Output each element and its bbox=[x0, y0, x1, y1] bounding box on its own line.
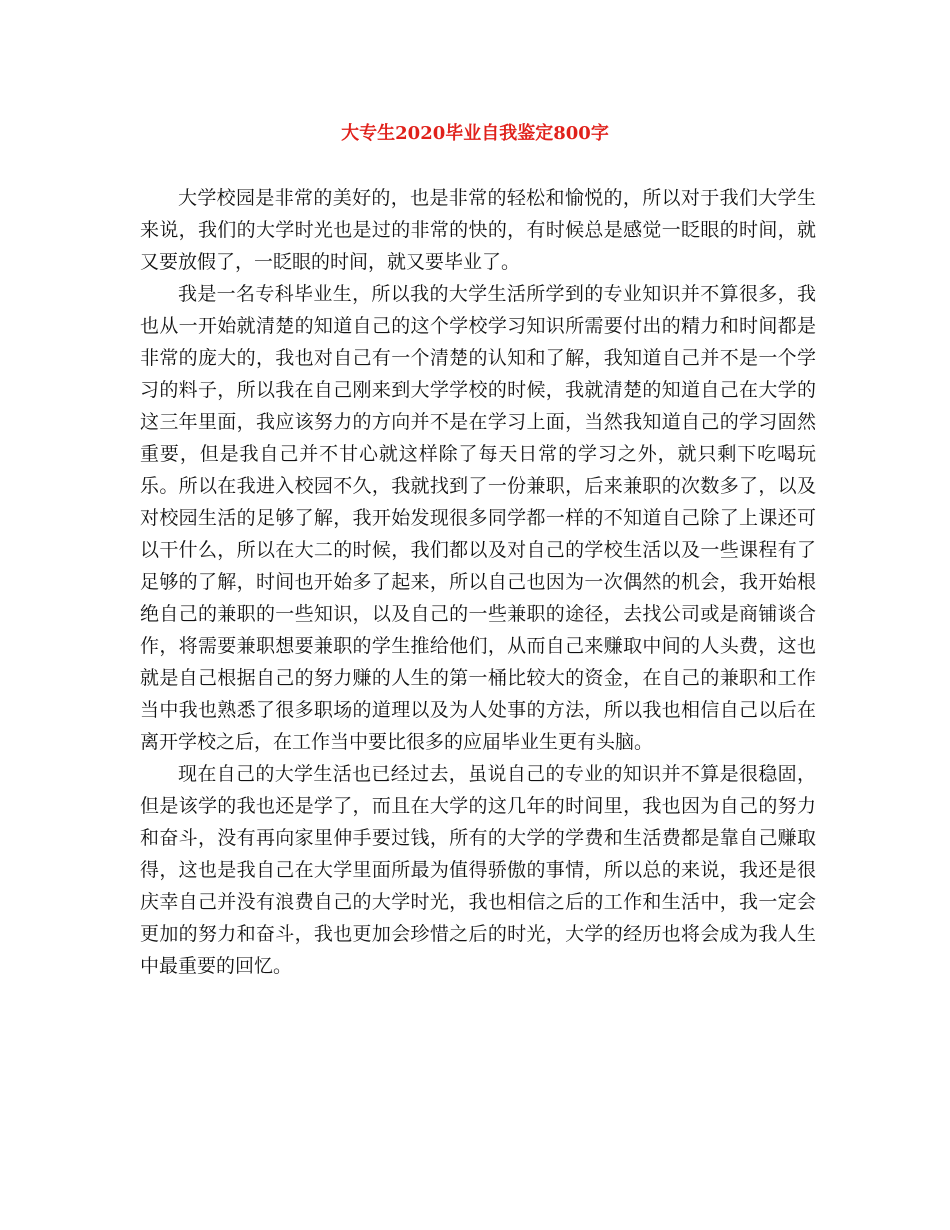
paragraph-3: 现在自己的大学生活也已经过去，虽说自己的专业的知识并不算是很稳固，但是该学的我也还是学了，而且在大学的这几年的时间里，我也因为自己的努力和奋斗，没有再向家里伸手要过钱，所有的大学的学费和生活费都是靠自己赚取得，这也是我自己在大学里面所最为值得骄傲的事情，所以总的来说，我还是很庆幸自己并没有浪费自己的大学时光，我也相信之后的工作和生活中，我一定会更加的努力和奋斗，我也更加会珍惜之后的时光，大学的经历也将会成为我人生中最重要的回忆。 bbox=[140, 763, 816, 977]
paragraph-2: 我是一名专科毕业生，所以我的大学生活所学到的专业知识并不算很多，我也从一开始就清楚的知道自己的这个学校学习知识所需要付出的精力和时间都是非常的庞大的，我也对自己有一个清楚的认知和了解，我知道自己并不是一个学习的料子，所以我在自己刚来到大学学校的时候，我就清楚的知道自己在大学的这三年里面，我应该努力的方向并不是在学习上面，当然我知道自己的学习固然重要，但是我自己并不甘心就这样除了每天日常的学习之外，就只剩下吃喝玩乐。所以在我进入校园不久，我就找到了一份兼职，后来兼职的次数多了，以及对校园生活的足够了解，我开始发现很多同学都一样的不知道自己除了上课还可以干什么，所以在大二的时候，我们都以及对自己的学校生活以及一些课程有了足够的了解，时间也开始多了起来，所以自己也因为一次偶然的机会，我开始根绝自己的兼职的一些知识，以及自己的一些兼职的途径，去找公司或是商铺谈合作，将需要兼职想要兼职的学生推给他们，从而自己来赚取中间的人头费，这也就是自己根据自己的努力赚的人生的第一桶比较大的资金，在自己的兼职和工作当中我也熟悉了很多职场的道理以及为人处事的方法，所以我也相信自己以后在离开学校之后，在工作当中要比很多的应届毕业生更有头脑。 bbox=[140, 283, 816, 753]
document-body bbox=[140, 182, 816, 982]
paragraph-1: 大学校园是非常的美好的，也是非常的轻松和愉悦的，所以对于我们大学生来说，我们的大学时光也是过的非常的快的，有时候总是感觉一眨眼的时间，就又要放假了，一眨眼的时间，就又要毕业了。 bbox=[140, 187, 816, 273]
document-title: 大专生2020毕业自我鉴定800字 bbox=[341, 123, 609, 144]
